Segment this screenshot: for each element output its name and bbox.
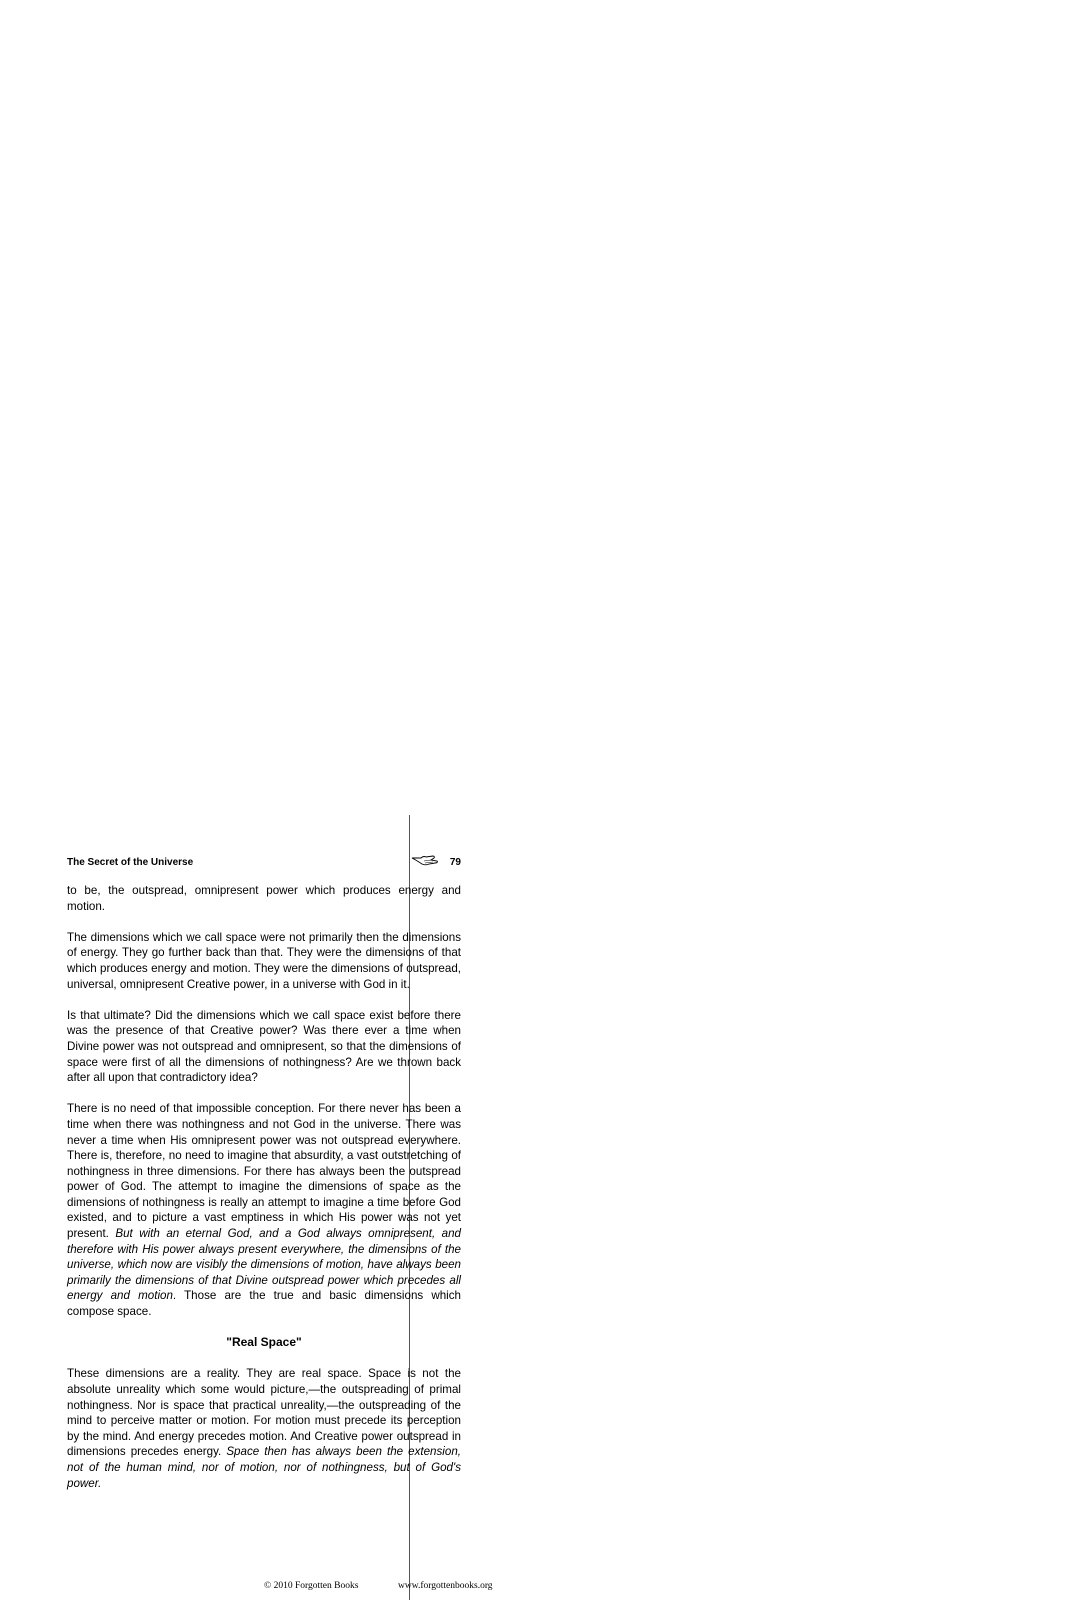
section-heading: "Real Space" [226,1335,302,1350]
emphasized-text: But with an eternal God, and a God always omnipresent, and therefore with His power always present everywhere, the dimensions of the universe, which now are visibly the dimensions of motion, have always been primarily the dimensions of that Divine outspread power which precedes all energy and motion [67,1227,461,1303]
paragraph-text: . Those are the true and basic dimensions which compose space. [67,1289,461,1319]
pointing-hand-icon [411,853,439,869]
copyright-notice: © 2010 Forgotten Books [264,1581,359,1591]
page-footer [0,1581,1067,1595]
paragraph: to be, the outspread, omnipresent power which produces energy and motion. [67,884,461,913]
paragraph-text: There is no need of that impossible conception. For there never has been a time when there was nothingness and not God in the universe. There was never a time when His omnipresent power was not outspread everywhere. There is, therefore, no need to imagine that absurdity, a vast outstretching of nothingness in three dimensions. For there has always been the outspread power of God. The attempt to imagine the dimensions of space as the dimensions of nothingness is really an attempt to imagine a time before God existed, and to picture a vast emptiness in which His power was not yet present. [67,1102,461,1241]
paragraph-text: These dimensions are a reality. They are real space. Space is not the absolute unreality which some would picture,—the outspreading of primal nothingness. Nor is space that practical unreality,—the outspreading of the mind to perceive matter or motion. For motion must precede its perception by the mind. And energy precedes motion. And Creative power outspread in dimensions precedes energy. [67,1367,461,1459]
paragraph: The dimensions which we call space were not primarily then the dimensions of energy. They go further back than that. They were the dimensions of that which produces energy and motion. They were the dimensions of outspread, universal, omnipresent Creative power, in a universe with God in it. [67,930,461,991]
paragraph: Is that ultimate? Did the dimensions which we call space exist before there was the presence of that Creative power? Was there ever a time when Divine power was not outspread and omnipresent, so that the dimensions of space were first of all the dimensions of nothingness? Are we thrown back after all upon that contradictory idea? [67,1008,461,1085]
paragraph [67,1101,461,1319]
paragraph [67,1366,461,1491]
emphasized-text: Space then has always been the extension, not of the human mind, nor of motion, nor of nothingness, but of God's power. [67,1445,461,1490]
page-number: 79 [449,857,461,868]
running-header [67,856,461,872]
book-title: The Secret of the Universe [67,857,194,868]
page-body [67,883,461,1491]
website-link[interactable]: www.forgottenbooks.org [398,1581,493,1591]
